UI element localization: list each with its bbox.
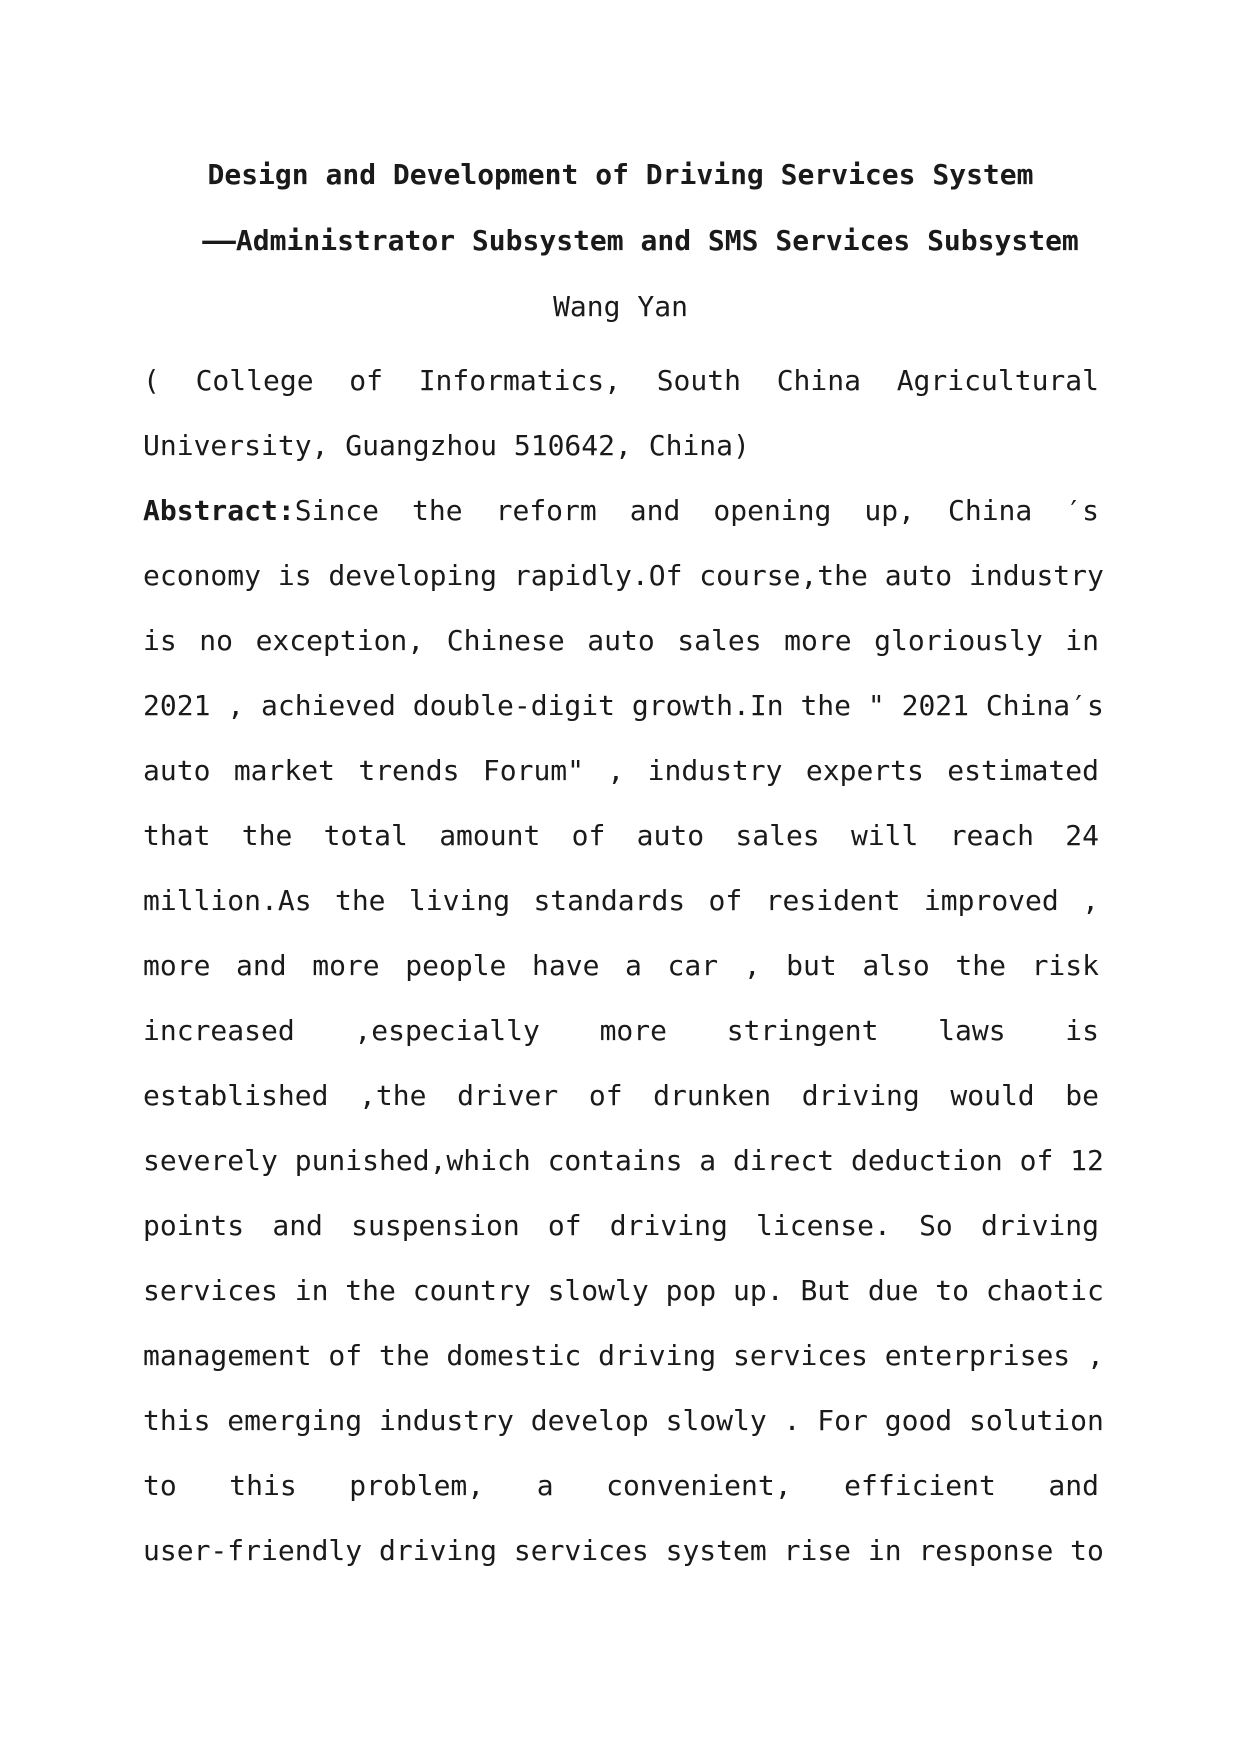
affiliation-word: of bbox=[349, 364, 383, 397]
abstract-line: that the total amount of auto sales will reach 24 bbox=[143, 819, 1099, 852]
abstract-line: economy is developing rapidly.Of course,the auto industry bbox=[143, 559, 1104, 592]
paper-title: Design and Development of Driving Services System bbox=[207, 158, 1034, 191]
author-name: Wang Yan bbox=[553, 290, 688, 323]
abstract bbox=[143, 478, 1104, 1583]
affiliation-line-1 bbox=[143, 348, 1099, 413]
abstract-line: million.As the living standards of resident improved , bbox=[143, 884, 1099, 917]
abstract-line: to this problem, a convenient, efficient and bbox=[143, 1469, 1099, 1502]
affiliation-word: China bbox=[776, 364, 861, 397]
abstract-line: more and more people have a car , but also the risk bbox=[143, 949, 1099, 982]
abstract-line: user-friendly driving services system rise in response to bbox=[143, 1534, 1104, 1567]
affiliation bbox=[143, 348, 1099, 478]
affiliation-word: Informatics, bbox=[418, 364, 621, 397]
paper-subtitle: ——Administrator Subsystem and SMS Services Subsystem bbox=[202, 224, 1079, 257]
abstract-line: this emerging industry develop slowly . For good solution bbox=[143, 1404, 1104, 1437]
abstract-line: 2021 , achieved double-digit growth.In the " 2021 China′s bbox=[143, 689, 1104, 722]
abstract-line: services in the country slowly pop up. But due to chaotic bbox=[143, 1274, 1104, 1307]
abstract-label: Abstract: bbox=[143, 494, 295, 527]
abstract-line: management of the domestic driving services enterprises , bbox=[143, 1339, 1104, 1372]
abstract-line: points and suspension of driving license. So driving bbox=[143, 1209, 1099, 1242]
abstract-line: established ,the driver of drunken driving would be bbox=[143, 1079, 1099, 1112]
abstract-text: Since the reform and opening up, China ′s bbox=[294, 494, 1099, 527]
affiliation-line-2: University, Guangzhou 510642, China) bbox=[143, 429, 750, 462]
affiliation-word: College bbox=[195, 364, 314, 397]
abstract-line: severely punished,which contains a direct deduction of 12 bbox=[143, 1144, 1104, 1177]
abstract-line: auto market trends Forum" , industry experts estimated bbox=[143, 754, 1099, 787]
affiliation-word: Agricultural bbox=[896, 364, 1099, 397]
abstract-line: is no exception, Chinese auto sales more gloriously in bbox=[143, 624, 1099, 657]
affiliation-word: South bbox=[656, 364, 741, 397]
abstract-line bbox=[143, 478, 1099, 543]
abstract-line: increased ,especially more stringent laws is bbox=[143, 1014, 1099, 1047]
affiliation-word: ( bbox=[143, 364, 160, 397]
